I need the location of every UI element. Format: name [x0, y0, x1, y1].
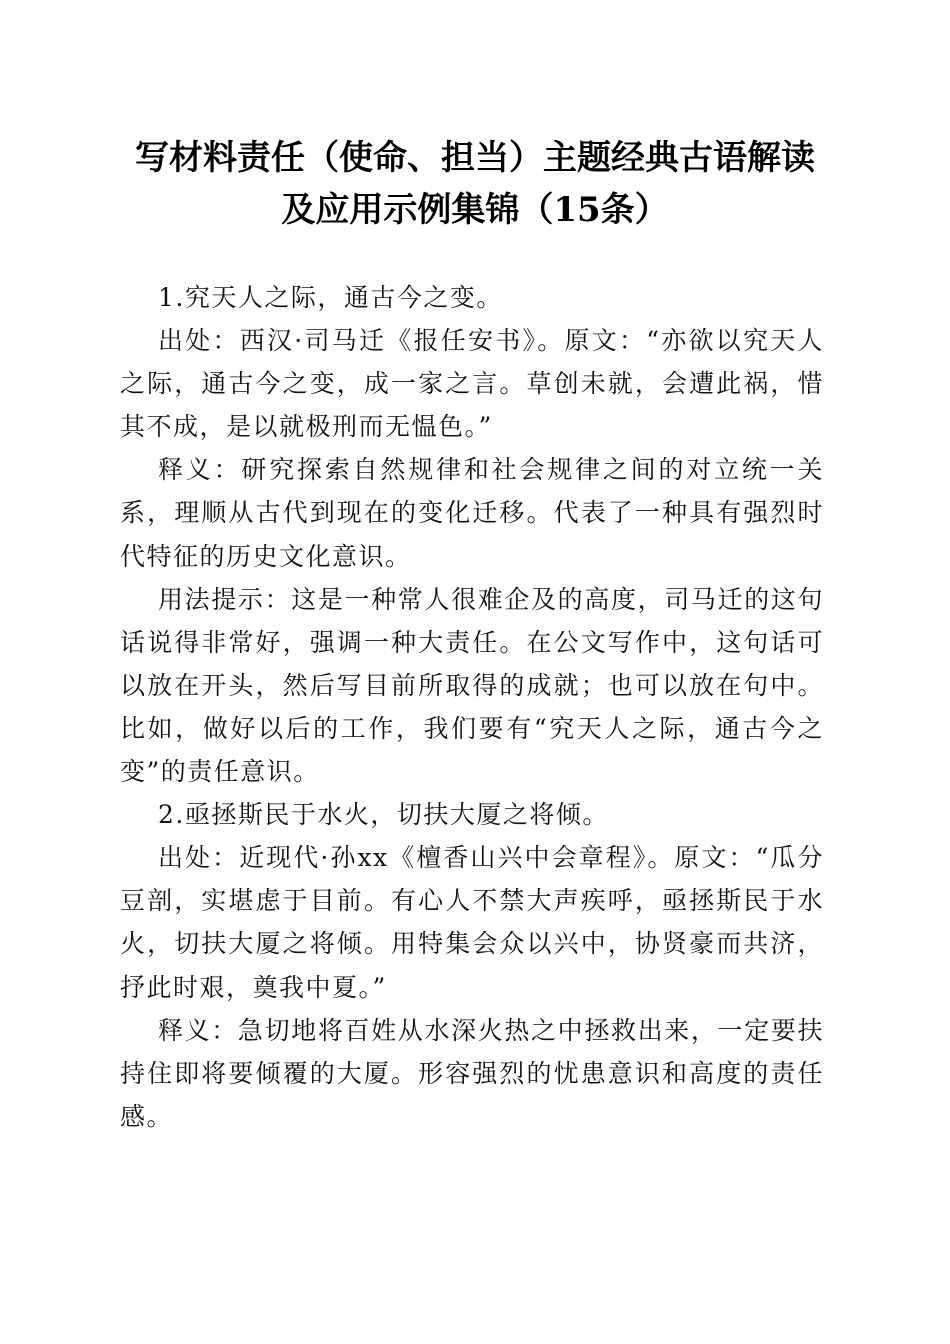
item-1-meaning: 释义：研究探索自然规律和社会规律之间的对立统一关系，理顺从古代到现在的变化迁移。代表了一种具有强烈时代特征的历史文化意识。	[120, 455, 824, 571]
item-1-heading: 1.究天人之际，通古今之变。	[158, 283, 503, 312]
title-line-1: 写材料责任（使命、担当）主题经典古语解读	[135, 138, 815, 178]
title-line-2: 及应用示例集锦（15条）	[281, 190, 669, 230]
document-body	[120, 276, 824, 1138]
item-2-meaning: 释义：急切地将百姓从水深火热之中拯救出来，一定要扶持住即将要倾覆的大厦。形容强烈的忧患意识和高度的责任感。	[120, 1015, 824, 1131]
item-1-source: 出处：西汉·司马迁《报任安书》。原文：“亦欲以究天人之际，通古今之变，成一家之言。草创未就，会遭此祸，惜其不成，是以就极刑而无愠色。”	[120, 326, 824, 442]
item-2-heading: 2.亟拯斯民于水火，切扶大厦之将倾。	[158, 800, 609, 830]
item-1-usage: 用法提示：这是一种常人很难企及的高度，司马迁的这句话说得非常好，强调一种大责任。在公文写作中，这句话可以放在开头，然后写目前所取得的成就；也可以放在句中。比如，做好以后的工作，我们要有“究天人之际，通古今之变”的责任意识。	[120, 584, 824, 787]
document-title	[100, 132, 850, 236]
item-2-source: 出处：近现代·孙xx《檀香山兴中会章程》。原文：“瓜分豆剖，实堪虑于目前。有心人不禁大声疾呼，亟拯斯民于水火，切扶大厦之将倾。用特集会众以兴中，协贤豪而共济，抒此时艰，奠我中夏。”	[120, 843, 824, 1002]
